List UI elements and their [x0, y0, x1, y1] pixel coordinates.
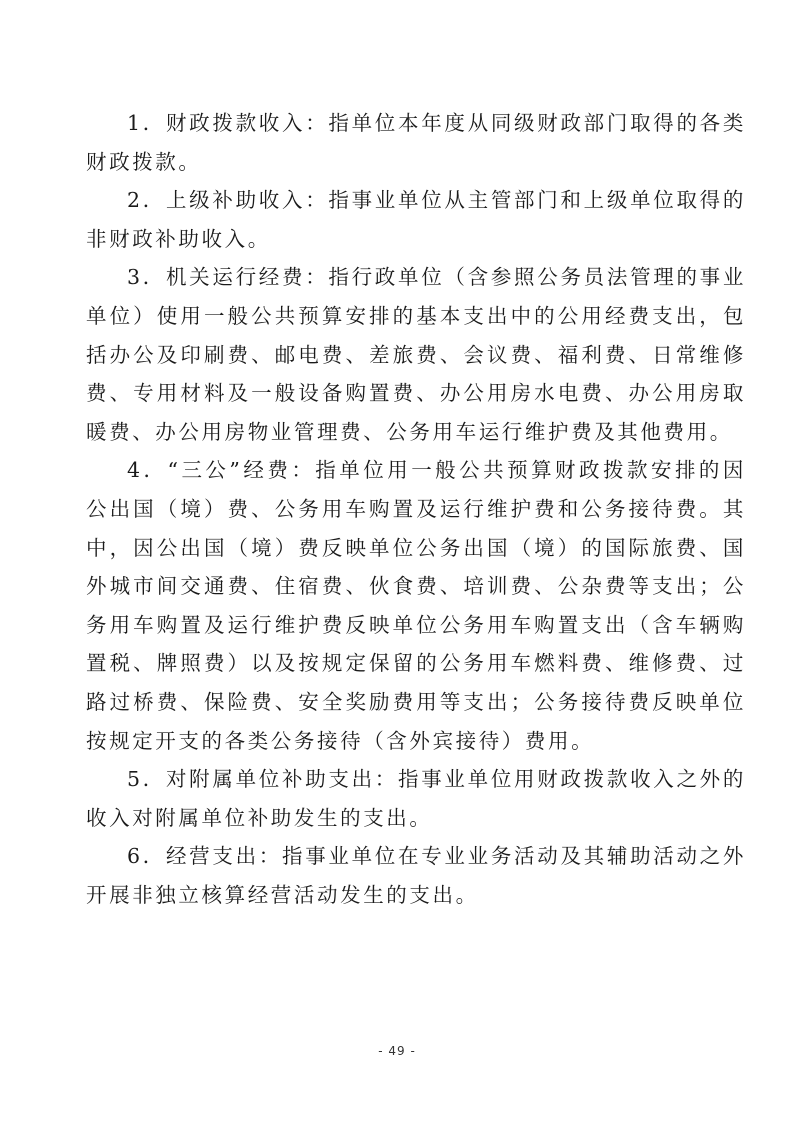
document-body — [86, 104, 746, 914]
paragraph-agency-operating-expenses: 3．机关运行经费：指行政单位（含参照公务员法管理的事业单位）使用一般公共预算安排的基本支出中的公用经费支出，包括办公及印刷费、邮电费、差旅费、会议费、福利费、日常维修费、专用材料及一般设备购置费、办公用房水电费、办公用房取暖费、办公用房物业管理费、公务用车运行维护费及其他费用。 — [86, 265, 746, 444]
paragraph-affiliated-unit-subsidy: 5．对附属单位补助支出：指事业单位用财政拨款收入之外的收入对附属单位补助发生的支出。 — [86, 767, 746, 830]
page-number: - 49 - — [378, 1044, 416, 1058]
paragraph-business-expenditure: 6．经营支出：指事业单位在专业业务活动及其辅助活动之外开展非独立核算经营活动发生的支出。 — [86, 844, 746, 907]
paragraph-fiscal-appropriation-income: 1．财政拨款收入：指单位本年度从同级财政部门取得的各类财政拨款。 — [86, 111, 746, 174]
paragraph-three-public-expenses: 4．“三公”经费：指单位用一般公共预算财政拨款安排的因公出国（境）费、公务用车购置及运行维护费和公务接待费。其中，因公出国（境）费反映单位公务出国（境）的国际旅费、国外城市间交通费、住宿费、伙食费、培训费、公杂费等支出；公务用车购置及运行维护费反映单位公务用车购置支出（含车辆购置税、牌照费）以及按规定保留的公务用车燃料费、维修费、过路过桥费、保险费、安全奖励费用等支出；公务接待费反映单位按规定开支的各类公务接待（含外宾接待）费用。 — [86, 458, 746, 753]
paragraph-superior-subsidy-income: 2．上级补助收入：指事业单位从主管部门和上级单位取得的非财政补助收入。 — [86, 188, 746, 251]
